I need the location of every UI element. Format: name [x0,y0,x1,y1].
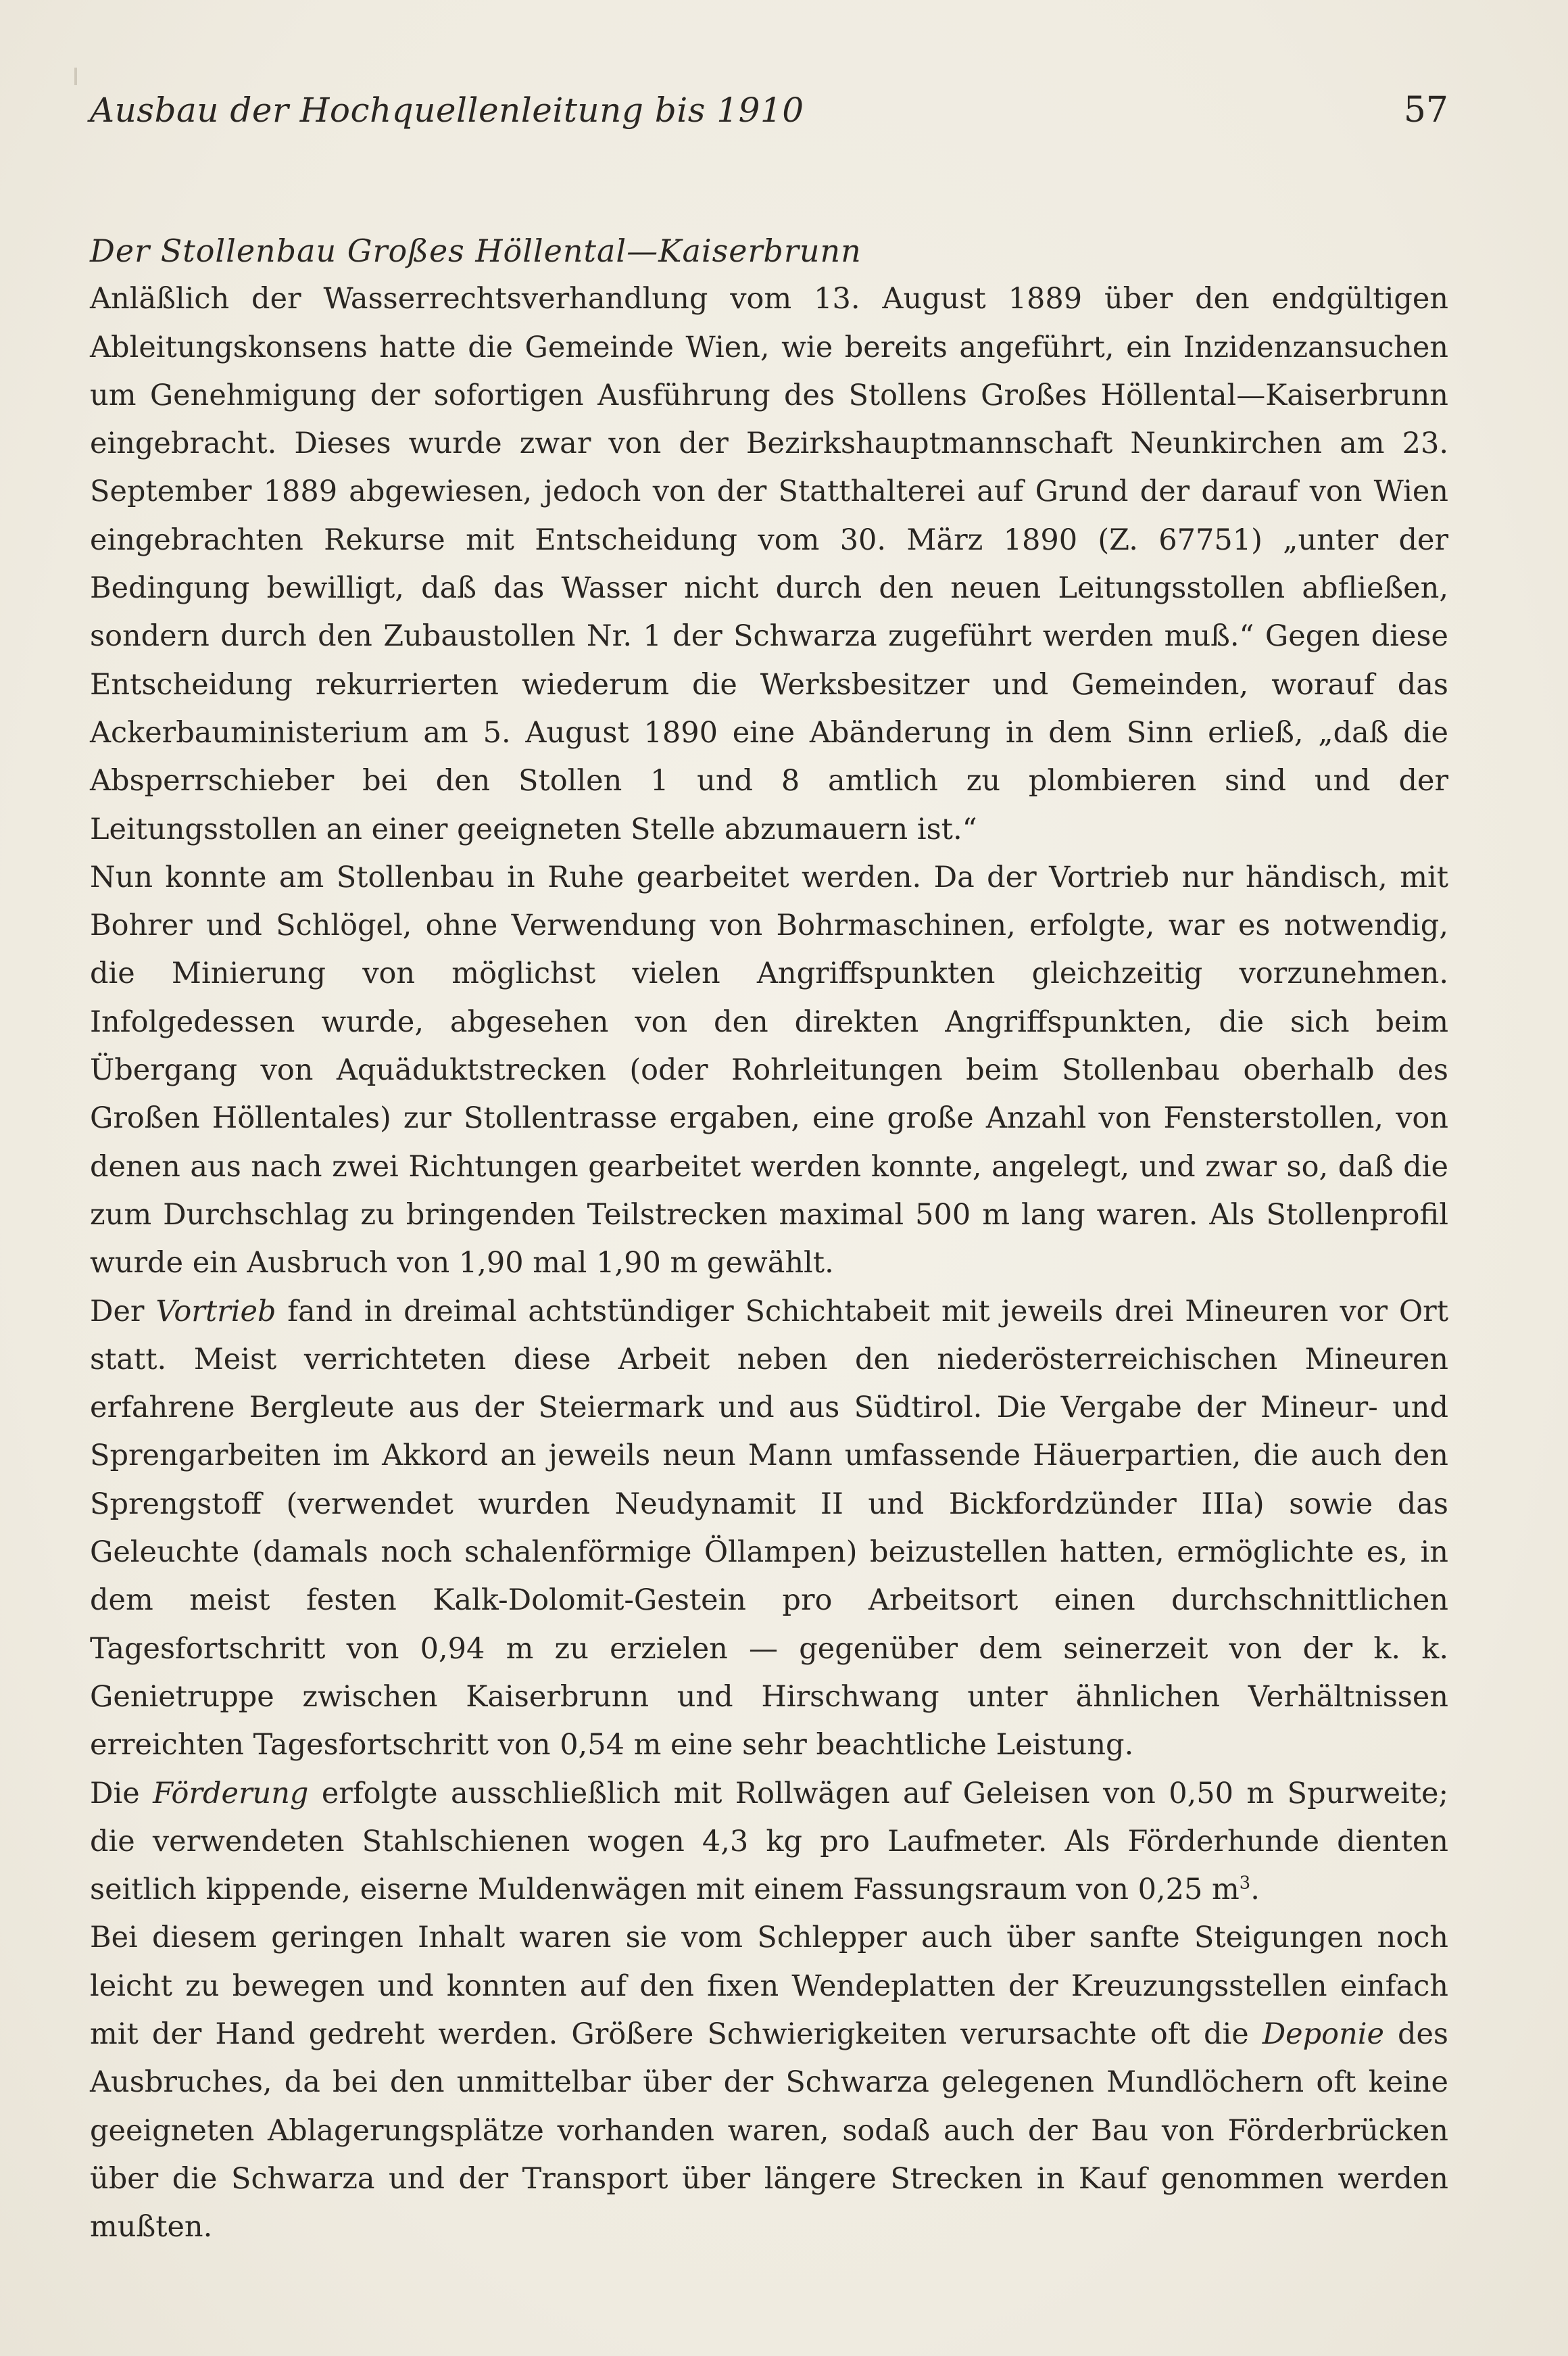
section-heading: Der Stollenbau Großes Höllental—Kaiserbrunn [90,233,862,269]
page-edge-mark [74,68,77,85]
paragraph-4-text: erfolgte ausschließlich mit Rollwägen auf Geleisen von 0,50 m Spurweite; die verwendeten Stahlschienen wogen 4,3 kg pro Laufmeter. Als Förderhunde dienten seitlich kippende, eiserne Muldenwägen mit einem Fassungsraum von 0,25 m [90,1776,1448,1907]
paragraph-3 [90,1288,1448,1770]
paragraph-1: Anläßlich der Wasserrechtsverhandlung vom 13. August 1889 über den endgültigen Ableitungskonsens hatte die Gemeinde Wien, wie bereits angeführt, ein Inzidenzansuchen um Genehmigung der sofortigen Ausführung des Stollens Großes Höllental—Kaiserbrunn eingebracht. Dieses wurde zwar von der Bezirkshauptmannschaft Neunkirchen am 23. September 1889 abgewiesen, jedoch von der Statthalterei auf Grund der darauf von Wien eingebrachten Rekurse mit Entscheidung vom 30. März 1890 (Z. 67751) „unter der Bedingung bewilligt, daß das Wasser nicht durch den neuen Leitungsstollen abfließen, sondern durch den Zubaustollen Nr. 1 der Schwarza zugeführt werden muß.“ Gegen diese Entscheidung rekurrierten wiederum die Werksbesitzer und Gemeinden, worauf das Ackerbauministerium am 5. August 1890 eine Abänderung in dem Sinn erließ, „daß die Absperrschieber bei den Stollen 1 und 8 amtlich zu plombieren sind und der Leitungsstollen an einer geeigneten Stelle abzumauern ist.“ [90,282,1448,846]
superscript-cubic: 3 [1239,1873,1251,1894]
term-vortrieb: Vortrieb [155,1294,276,1328]
paragraph-5 [90,1914,1448,2251]
body-text [90,227,1448,2251]
running-header [90,80,1448,141]
page-number: 57 [1403,90,1448,130]
paragraph-5-lead: Bei diesem geringen Inhalt waren sie vom Schlepper auch über sanfte Steigungen noch leicht zu bewegen und konnten auf den fixen Wendeplatten der Kreuzungsstellen einfach mit der Hand gedreht werden. Größere Schwierigkeiten verursachte oft die [90,1921,1448,2051]
paragraph-2: Nun konnte am Stollenbau in Ruhe gearbeitet werden. Da der Vortrieb nur händisch, mit Bohrer und Schlögel, ohne Verwendung von Bohrmaschinen, erfolgte, war es notwendig, die Minierung von möglichst vielen Angriffspunkten gleichzeitig vorzunehmen. Infolgedessen wurde, abgesehen von den direkten Angriffspunkten, die sich beim Übergang von Aquäduktstrecken (oder Rohrleitungen beim Stollenbau oberhalb des Großen Höllentales) zur Stollentrasse ergaben, eine große Anzahl von Fensterstollen, von denen aus nach zwei Richtungen gearbeitet werden konnte, angelegt, und zwar so, daß die zum Durchschlag zu bringenden Teilstrecken maximal 500 m lang waren. Als Stollenprofil wurde ein Ausbruch von 1,90 mal 1,90 m gewählt. [90,860,1448,1280]
paragraph-4-lead: Die [90,1776,153,1810]
paragraph-4-end: . [1250,1873,1260,1907]
term-deponie: Deponie [1262,2017,1384,2051]
paragraph-3-text: fand in dreimal achtstündiger Schichtabeit mit jeweils drei Mineuren vor Ort statt. Meist verrichteten diese Arbeit neben den niederösterreichischen Mineuren erfahrene Bergleute aus der Steiermark und aus Südtirol. Die Vergabe der Mineur- und Sprengarbeiten im Akkord an jeweils neun Mann umfassende Häuerpartien, die auch den Sprengstoff (verwendet wurden Neudynamit II und Bickfordzünder IIIa) sowie das Geleuchte (damals noch schalenförmige Öllampen) beizustellen hatten, ermöglichte es, in dem meist festen Kalk-Dolomit-Gestein pro Arbeitsort einen durchschnittlichen Tagesfortschritt von 0,94 m zu erzielen — gegenüber dem seinerzeit von der k. k. Genietruppe zwischen Kaiserbrunn und Hirschwang unter ähnlichen Verhältnissen erreichten Tagesfortschritt von 0,54 m eine sehr beachtliche Leistung. [90,1294,1448,1762]
running-title: Ausbau der Hochquellenleitung bis 1910 [90,91,804,130]
term-foerderung: Förderung [153,1776,309,1810]
paragraph-5-text: des Ausbruches, da bei den unmittelbar über der Schwarza gelegenen Mundlöchern oft keine geeigneten Ablagerungsplätze vorhanden waren, sodaß auch der Bau von Förderbrücken über die Schwarza und der Transport über längere Strecken in Kauf genommen werden mußten. [90,2017,1448,2244]
paragraph-4 [90,1770,1448,1915]
paragraph-3-lead: Der [90,1294,156,1328]
